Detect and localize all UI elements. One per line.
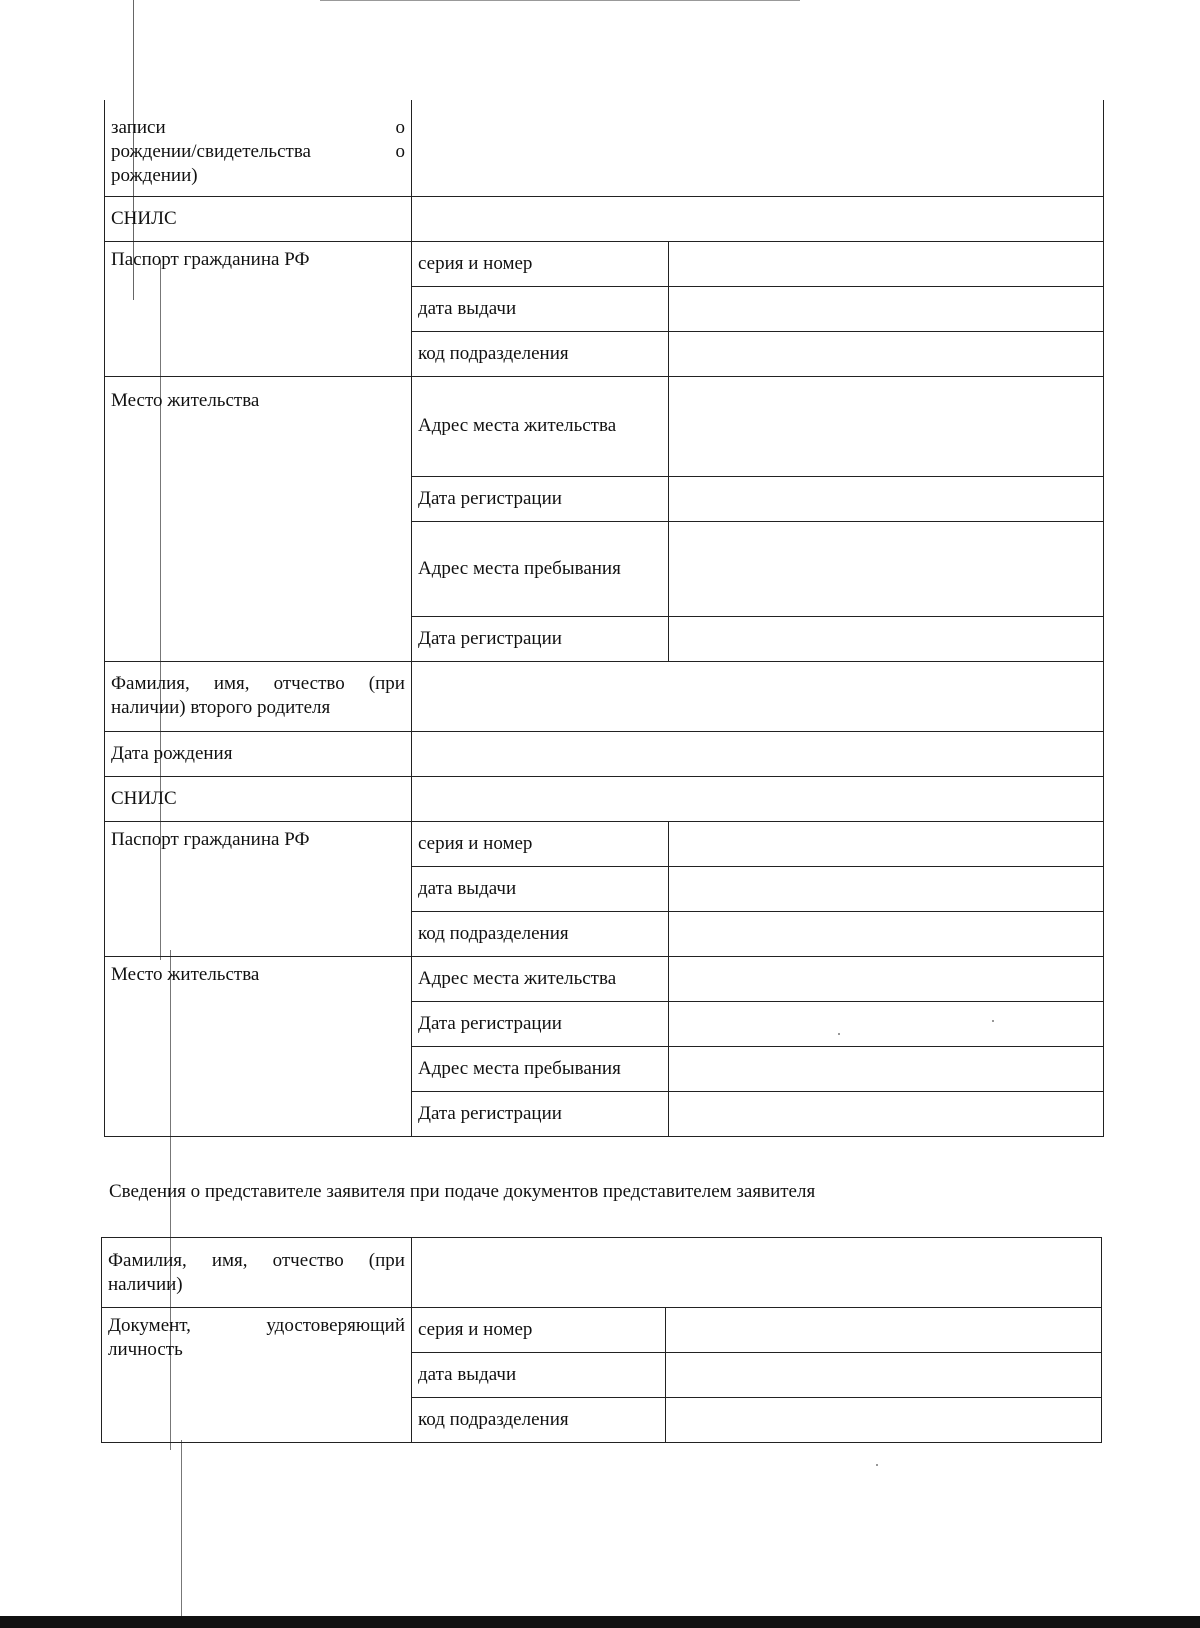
- passport-series-row-2: [105, 821, 1104, 866]
- second-parent-name-row: [105, 661, 1104, 731]
- residence-address-value[interactable]: [669, 376, 1104, 476]
- id-doc-division-code-label: код подразделения: [412, 1398, 666, 1443]
- residence-reg-date-value[interactable]: [669, 476, 1104, 521]
- representative-table: [101, 1237, 1102, 1443]
- snils-label: СНИЛС: [105, 196, 412, 241]
- scan-top-edge: [320, 0, 800, 1]
- birth-date-row: [105, 731, 1104, 776]
- passport-division-code-value-2[interactable]: [669, 911, 1104, 956]
- birth-record-value[interactable]: [412, 100, 1104, 196]
- snils-row-2: [105, 776, 1104, 821]
- passport-series-row: [105, 241, 1104, 286]
- residence-address-label: Адрес места жительства: [412, 376, 669, 476]
- id-doc-series-value[interactable]: [666, 1308, 1102, 1353]
- passport-label: Паспорт гражданина РФ: [105, 241, 412, 376]
- representative-name-value[interactable]: [412, 1238, 1102, 1308]
- residence-label-2: Место жительства: [105, 956, 412, 1136]
- id-doc-label: Документ, удостоверяющий личность: [102, 1308, 412, 1443]
- stay-address-label-2: Адрес места пребывания: [412, 1046, 669, 1091]
- passport-issue-date-value[interactable]: [669, 286, 1104, 331]
- passport-issue-date-label: дата выдачи: [412, 286, 669, 331]
- id-doc-issue-date-value[interactable]: [666, 1353, 1102, 1398]
- stay-reg-date-label-2: Дата регистрации: [412, 1091, 669, 1136]
- id-doc-series-row: [102, 1308, 1102, 1353]
- residence-label: Место жительства: [105, 376, 412, 661]
- id-doc-series-label: серия и номер: [412, 1308, 666, 1353]
- applicant-data-table: [104, 100, 1104, 1137]
- passport-series-value-2[interactable]: [669, 821, 1104, 866]
- snils-value[interactable]: [412, 196, 1104, 241]
- residence-address-row: [105, 376, 1104, 476]
- residence-address-value-2[interactable]: [669, 956, 1104, 1001]
- residence-reg-date-value-2[interactable]: [669, 1001, 1104, 1046]
- passport-division-code-label: код подразделения: [412, 331, 669, 376]
- stay-reg-date-value[interactable]: [669, 616, 1104, 661]
- residence-reg-date-label-2: Дата регистрации: [412, 1001, 669, 1046]
- second-parent-name-label: Фамилия, имя, отчество (при наличии) второго родителя: [105, 661, 412, 731]
- scan-speck: [876, 1464, 878, 1466]
- birth-date-value[interactable]: [412, 731, 1104, 776]
- scan-fold-line: [181, 1440, 182, 1620]
- passport-division-code-label-2: код подразделения: [412, 911, 669, 956]
- stay-address-value-2[interactable]: [669, 1046, 1104, 1091]
- snils-value-2[interactable]: [412, 776, 1104, 821]
- representative-name-row: [102, 1238, 1102, 1308]
- stay-address-label: Адрес места пребывания: [412, 521, 669, 616]
- passport-issue-date-value-2[interactable]: [669, 866, 1104, 911]
- passport-label-2: Паспорт гражданина РФ: [105, 821, 412, 956]
- stay-address-value[interactable]: [669, 521, 1104, 616]
- residence-address-row-2: [105, 956, 1104, 1001]
- passport-division-code-value[interactable]: [669, 331, 1104, 376]
- representative-name-label: Фамилия, имя, отчество (при наличии): [102, 1238, 412, 1308]
- second-parent-name-value[interactable]: [412, 661, 1104, 731]
- snils-label-2: СНИЛС: [105, 776, 412, 821]
- passport-issue-date-label-2: дата выдачи: [412, 866, 669, 911]
- id-doc-issue-date-label: дата выдачи: [412, 1353, 666, 1398]
- birth-record-label: записи о рождении/свидетельства о рождении): [105, 100, 412, 196]
- stay-reg-date-value-2[interactable]: [669, 1091, 1104, 1136]
- id-doc-division-code-value[interactable]: [666, 1398, 1102, 1443]
- representative-section-caption: Сведения о представителе заявителя при подаче документов представителем заявителя: [109, 1181, 816, 1202]
- birth-record-row: [105, 100, 1104, 196]
- residence-address-label-2: Адрес места жительства: [412, 956, 669, 1001]
- birth-date-label: Дата рождения: [105, 731, 412, 776]
- passport-series-label: серия и номер: [412, 241, 669, 286]
- stay-reg-date-label: Дата регистрации: [412, 616, 669, 661]
- passport-series-label-2: серия и номер: [412, 821, 669, 866]
- passport-series-value[interactable]: [669, 241, 1104, 286]
- residence-reg-date-label: Дата регистрации: [412, 476, 669, 521]
- scan-bottom-band: [0, 1616, 1200, 1628]
- snils-row: [105, 196, 1104, 241]
